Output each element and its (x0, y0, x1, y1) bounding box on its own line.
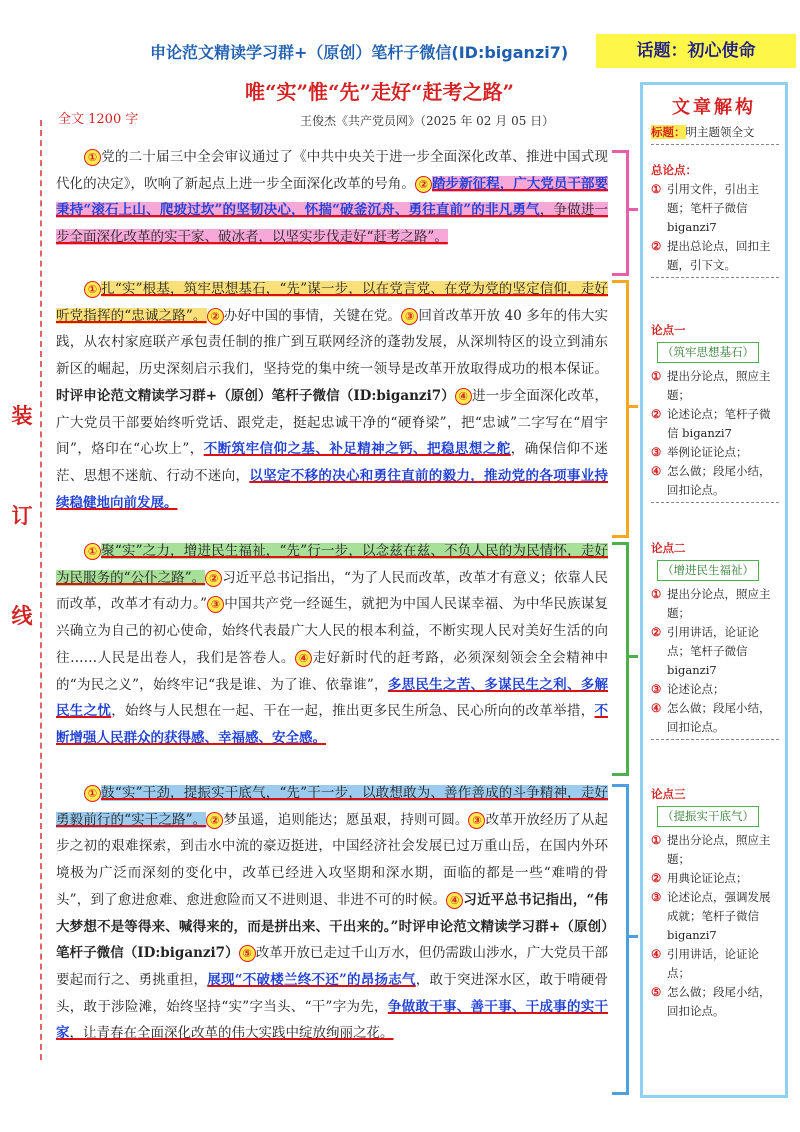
structure-sidebar (640, 82, 788, 1098)
paragraph-point-3 (56, 780, 608, 1092)
point-sentence: 聚“实”之力，增进民生福祉，“先”行一步，以念兹在兹、不负人民的为民情怀，走好为民服务的“公仆之路”。 (56, 543, 608, 586)
sentence-number: ① (84, 281, 101, 298)
sidebar-item (651, 405, 779, 443)
section-subtitle: （增进民生福祉） (657, 560, 759, 581)
key-phrase: 不断增强人民群众的获得感、幸福感、安全感。 (56, 703, 609, 746)
sentence-number: ② (207, 308, 224, 325)
item-number: ④ (651, 947, 662, 961)
paragraph-intro (56, 144, 608, 280)
sentence-number: ① (84, 785, 101, 802)
sentence: 改革开放已走过千山万水，但仍需跋山涉水，广大党员干部要起而行之、勇挑重担， (56, 945, 608, 988)
item-number: ② (651, 407, 662, 421)
paragraph-point-2 (56, 538, 608, 774)
sidebar-item (651, 585, 779, 623)
group-title: 申论范文精读学习群+（原创）笔杆子微信(ID:biganzi7) (150, 43, 569, 62)
header (0, 34, 800, 74)
sentence: 改革开放经历了从起步之初的艰难探索，到击水中流的豪迈挺进，中国经济社会发展已过万重山岳，在国内外环境极为广泛而深刻的变化中，改革已经进入攻坚期和深水期，面临的都是一些“难啃的骨头”，到了愈进愈难、愈进愈险而又不进则退、非进不可的时候。 (56, 811, 609, 908)
sentence-number: ④ (446, 892, 463, 909)
item-text: 怎么做；段尾小结，回扣论点。 (667, 701, 771, 734)
item-text: 引用讲话，论证论点；笔杆子微信 biganzi7 (667, 625, 759, 677)
point-sentence: 鼓“实”干劲，提振实干底气，“先”干一步，以敢想敢为、善作善成的斗争精神，走好勇毅前行的“实干之路”。 (56, 785, 608, 828)
sentence-number: ③ (468, 812, 485, 829)
section-label: 论点二 (651, 541, 686, 555)
sentence: 梦虽遥，追则能达；愿虽艰，持则可圆。 (223, 811, 469, 828)
brace-connector (626, 935, 638, 938)
watermark-ad: 时评申论范文精读学习群+（原创）笔杆子微信（ID:biganzi7） (56, 387, 455, 404)
paragraph-point-1 (56, 276, 608, 538)
sidebar-item (651, 680, 779, 699)
item-text: 引用讲话，论证论点； (667, 947, 759, 980)
sentence-number: ② (206, 812, 223, 829)
key-phrase: 以坚定不移的决心和勇往直前的毅力，推动党的各项事业持续稳健地向前发展。 (56, 467, 609, 511)
binding-label (6, 400, 38, 700)
sentence: 习近平总书记指出，“为了人民而改革，改革才有意义；依靠人民而改革，改革才有动力。” (56, 569, 608, 613)
sentence-number: ① (84, 543, 101, 560)
item-text: 举例论证论点； (667, 445, 748, 459)
brace-connector (626, 405, 638, 408)
topic-badge: 话题：初心使命 (596, 34, 796, 68)
sentence-number: ② (205, 570, 222, 587)
item-number: ⑤ (651, 985, 662, 999)
section-brace-intro (612, 150, 629, 276)
thesis-text: 踏步新征程，广大党员干部 (431, 175, 595, 192)
sidebar-section-point-2 (651, 539, 779, 742)
item-number: ④ (651, 701, 662, 715)
sidebar-section-point-3 (651, 785, 779, 1021)
item-number: ① (651, 587, 662, 601)
sentence: 习近平总书记指出，“伟大梦想不是等得来、喊得来的，而是拼出来、干出来的。” (56, 891, 608, 935)
sidebar-item (651, 888, 779, 945)
sentence: ，始终与人民想在一起、干在一起，推出更多民生所急、民心所向的改革举措， (111, 703, 595, 720)
sentence: 走好新时代的赶考路，必须深刻领会全会精神中的“为民之义”，始终牢记“我是谁、为了谁、依靠谁”， (56, 649, 609, 693)
item-number: ① (651, 182, 662, 196)
sidebar-item (651, 237, 779, 275)
sentence-number: ③ (401, 308, 418, 325)
sentence-number: ④ (295, 650, 312, 667)
sidebar-title-note (651, 123, 779, 147)
sidebar-item (651, 699, 779, 737)
item-number: ③ (651, 890, 662, 904)
sentence-number: ③ (207, 596, 224, 613)
section-brace-point-1 (612, 280, 629, 538)
key-phrase: 展现“不破楼兰终不还”的昂扬志气 (207, 971, 416, 988)
sentence: 党的二十届三中全会审议通过了《中共中央关于进一步全面深化改革、推进中国式现代化的决定》，吹响了新起点上进一步全面深化改革的号角。 (56, 149, 608, 192)
item-text: 引用文件，引出主题；笔杆子微信 biganzi7 (667, 182, 759, 234)
section-subtitle: （提振实干底气） (657, 806, 759, 827)
word-count: 全文 1200 字 (58, 112, 139, 127)
sentence: ，敢于突进深水区，敢于啃硬骨头，敢于涉险滩，始终坚持“实”字当头、“干”字为先， (56, 971, 609, 1015)
watermark-ad: 时评申论范文精读学习群+（原创）笔杆子微信（ID:biganzi7） (56, 918, 609, 962)
sentence-number: ① (84, 149, 101, 166)
item-number: ② (651, 239, 662, 253)
point-sentence: 扎“实”根基，筑牢思想基石，“先”谋一步，以在党言党、在党为党的坚定信仰，走好听党指挥的“忠诚之路”。 (56, 281, 608, 324)
sentence: 进一步全面深化改革，广大党员干部要始终听党话、跟党走，挺起忠诚干净的“硬脊梁”，把“忠诚”二字写在“眉宇间”，烙印在“心坎上”， (56, 387, 608, 458)
item-text: 论述论点，强调发展成就；笔杆子微信 biganzi7 (667, 890, 771, 942)
item-text: 论述论点；笔杆子微信 biganzi7 (667, 407, 771, 440)
item-number: ① (651, 833, 662, 847)
key-phrase: 多思民生之苦、多谋民生之利、多解民生之忧 (56, 676, 609, 720)
author-source: 王俊杰《共产党员网》（2025 年 02 月 05 日） (300, 114, 555, 128)
item-text: 提出分论点，照应主题； (667, 587, 771, 620)
item-number: ② (651, 625, 662, 639)
brace-connector (626, 655, 638, 658)
sentence-number: ⑤ (239, 945, 256, 962)
item-text: 提出分论点，照应主题； (667, 833, 771, 866)
binding-char: 装 (11, 403, 33, 428)
binding-char: 订 (11, 503, 33, 528)
item-number: ④ (651, 464, 662, 478)
item-text: 论述论点； (667, 682, 725, 696)
thesis-text: 要秉持“滚石上山、爬坡过坎”的坚韧决心，怀揣“破釜沉舟、勇往直前”的非凡勇气 (56, 175, 609, 219)
sidebar-item (651, 367, 779, 405)
sidebar-item (651, 623, 779, 680)
item-text: 提出分论点，照应主题； (667, 369, 771, 402)
sidebar-item (651, 831, 779, 869)
item-number: ① (651, 369, 662, 383)
key-phrase: 争做敢干事、善干事、干成事的实干家 (56, 998, 609, 1042)
sentence: ，确保信仰不迷茫、思想不迷航、行动不迷向， (56, 441, 609, 484)
brace-connector (626, 208, 638, 211)
item-text: 用典论证论点； (667, 871, 748, 885)
section-label: 论点一 (651, 323, 686, 337)
sidebar-item (651, 869, 779, 888)
sidebar-item (651, 443, 779, 462)
binding-line (40, 120, 42, 1060)
sidebar-item (651, 180, 779, 237)
section-label: 总论点： (651, 163, 697, 177)
sentence-number: ④ (455, 388, 472, 405)
sentence-number: ② (415, 176, 432, 193)
section-brace-point-2 (612, 542, 629, 776)
sidebar-item (651, 462, 779, 500)
sentence: ，让青春在全面深化改革的伟大实践中绽放绚丽之花。 (69, 1025, 394, 1042)
item-number: ③ (651, 445, 662, 459)
item-number: ③ (651, 682, 662, 696)
sidebar-item (651, 945, 779, 983)
thesis-text: ，争做进一步全面深化改革的实干家、破冰者，以坚实步伐走好“赶考之路”。 (56, 202, 609, 246)
sidebar-section-thesis (651, 161, 779, 280)
sentence: 办好中国的事情，关键在党。 (223, 307, 402, 324)
title-label: 标题： (651, 125, 686, 139)
sentence: 中国共产党一经诞生，就把为中国人民谋幸福、为中华民族谋复兴确立为自己的初心使命，始终代表最广大人民的根本利益，不断实现人民对美好生活的向往……人民是出卷人，我们是答卷人。 (56, 596, 609, 666)
section-subtitle: （筑牢思想基石） (657, 342, 759, 363)
item-text: 怎么做；段尾小结，回扣论点。 (667, 464, 771, 497)
sentence: 回首改革开放 40 多年的伟大实践，从农村家庭联产承包责任制的推广到互联网经济的蓬勃发展，从深圳特区的设立到浦东新区的崛起，历史深刻启示我们，坚持党的集中统一领导是改革开放取得成功的根本保证。 (56, 307, 609, 378)
section-brace-point-3 (612, 784, 629, 1095)
item-number: ② (651, 871, 662, 885)
title-desc: 明主题领全文 (685, 125, 755, 139)
article-title: 唯“实”惟“先”走好“赶考之路” (245, 80, 515, 104)
item-text: 怎么做；段尾小结，回扣论点。 (667, 985, 771, 1018)
key-phrase: 不断筑牢信仰之基、补足精神之钙、把稳思想之舵 (203, 441, 511, 458)
section-label: 论点三 (651, 787, 686, 801)
binding-char: 线 (11, 603, 33, 628)
sidebar-item (651, 983, 779, 1021)
sidebar-section-point-1 (651, 321, 779, 505)
item-text: 提出总论点，回扣主题，引下文。 (667, 239, 771, 272)
sidebar-title: 文章解构 (672, 97, 756, 118)
